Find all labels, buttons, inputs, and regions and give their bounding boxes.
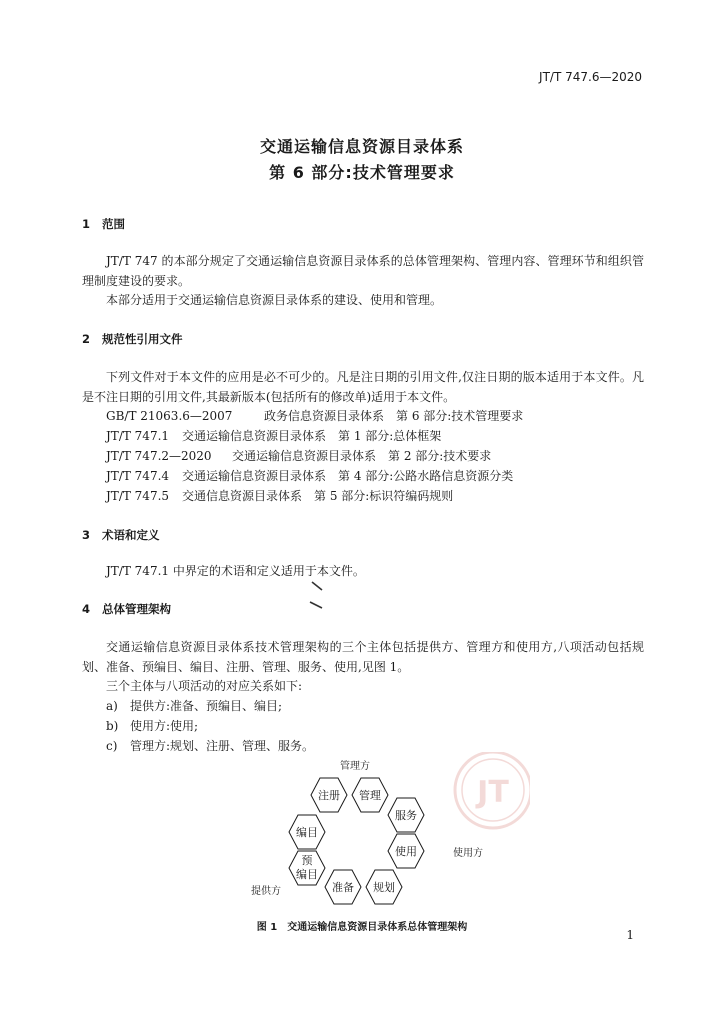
svg-text:服务: 服务 [395, 809, 417, 822]
svg-text:编目: 编目 [296, 868, 318, 881]
list-label: c) [106, 739, 118, 753]
list-text: 管理方:规划、注册、管理、服务。 [130, 739, 315, 753]
reference-code: JT/T 747.2—2020 [106, 449, 212, 463]
page-number: 1 [626, 928, 634, 942]
paragraph: 三个主体与八项活动的对应关系如下: [106, 679, 303, 693]
reference-item [106, 446, 491, 466]
hex-zhuce [311, 778, 347, 812]
section-3-heading [82, 527, 160, 543]
actor-user: 使用方 [453, 848, 483, 859]
hex-guihua [366, 870, 402, 904]
section-1-heading [82, 216, 125, 232]
list-text: 使用方:使用; [130, 719, 199, 733]
hex-fuwu [388, 798, 424, 832]
section-number: 4 [82, 602, 91, 616]
list-label: b) [106, 719, 119, 733]
list-item [106, 696, 282, 716]
list-label: a) [106, 699, 118, 713]
actor-provider: 提供方 [251, 886, 281, 897]
list-item [106, 716, 198, 736]
svg-text:预: 预 [301, 854, 313, 867]
document-title: 交通运输信息资源目录体系 [259, 137, 464, 156]
hex-zhunbei [325, 870, 361, 904]
section-number: 3 [82, 528, 91, 542]
watermark-logo [455, 752, 530, 828]
section-number: 1 [82, 217, 91, 231]
hex-yubianmu [289, 851, 325, 885]
paragraph: 本部分适用于交通运输信息资源目录体系的建设、使用和管理。 [106, 293, 443, 307]
paragraph: JT/T 747.1 中界定的术语和定义适用于本文件。 [106, 564, 365, 578]
hex-shiyong [388, 834, 424, 868]
reference-item [106, 406, 523, 426]
reference-item [106, 486, 453, 506]
reference-title: 交通运输信息资源目录体系 第 4 部分:公路水路信息资源分类 [182, 469, 514, 483]
svg-text:准备: 准备 [332, 881, 354, 894]
actor-manager: 管理方 [340, 761, 370, 772]
standard-number: JT/T 747.6—2020 [539, 70, 642, 84]
document-subtitle: 第 6 部分:技术管理要求 [269, 163, 455, 182]
svg-text:管理: 管理 [359, 789, 381, 802]
scan-mark-icon [308, 580, 328, 610]
section-title: 术语和定义 [102, 528, 160, 542]
reference-code: JT/T 747.5 [106, 489, 170, 503]
section-title: 规范性引用文件 [102, 332, 183, 346]
paragraph: 下列文件对于本文件的应用是必不可少的。凡是注日期的引用文件,仅注日期的版本适用于本文件。凡是不注日期的引用文件,其最新版本(包括所有的修改单)适用于本文件。 [82, 370, 644, 404]
reference-code: JT/T 747.1 [106, 429, 170, 443]
section-title: 总体管理架构 [102, 602, 171, 616]
section-2-heading [82, 331, 183, 347]
svg-text:JT: JT [477, 775, 509, 810]
svg-text:注册: 注册 [318, 789, 340, 802]
svg-text:编目: 编目 [296, 826, 318, 839]
reference-code: JT/T 747.4 [106, 469, 170, 483]
hex-guanli [352, 778, 388, 812]
hex-bianmu [289, 815, 325, 849]
figure-caption: 图 1 交通运输信息资源目录体系总体管理架构 [256, 922, 468, 933]
section-title: 范围 [102, 217, 125, 231]
reference-title: 交通信息资源目录体系 第 5 部分:标识符编码规则 [182, 489, 454, 503]
paragraph: JT/T 747 的本部分规定了交通运输信息资源目录体系的总体管理架构、管理内容、管理环节和组织管理制度建设的要求。 [82, 254, 644, 288]
list-text: 提供方:准备、预编目、编目; [130, 699, 283, 713]
reference-item [106, 426, 441, 446]
section-4-heading [82, 601, 171, 617]
reference-item [106, 466, 513, 486]
paragraph: 交通运输信息资源目录体系技术管理架构的三个主体包括提供方、管理方和使用方,八项活动包括规划、准备、预编目、编目、注册、管理、服务、使用,见图 1。 [82, 640, 644, 674]
reference-title: 交通运输信息资源目录体系 第 1 部分:总体框架 [182, 429, 442, 443]
reference-title: 交通运输信息资源目录体系 第 2 部分:技术要求 [232, 449, 492, 463]
svg-text:使用: 使用 [395, 845, 417, 858]
reference-title: 政务信息资源目录体系 第 6 部分:技术管理要求 [264, 409, 524, 423]
svg-text:规划: 规划 [373, 881, 395, 894]
reference-code: GB/T 21063.6—2007 [106, 409, 233, 423]
section-number: 2 [82, 332, 91, 346]
management-architecture-diagram [230, 752, 530, 912]
